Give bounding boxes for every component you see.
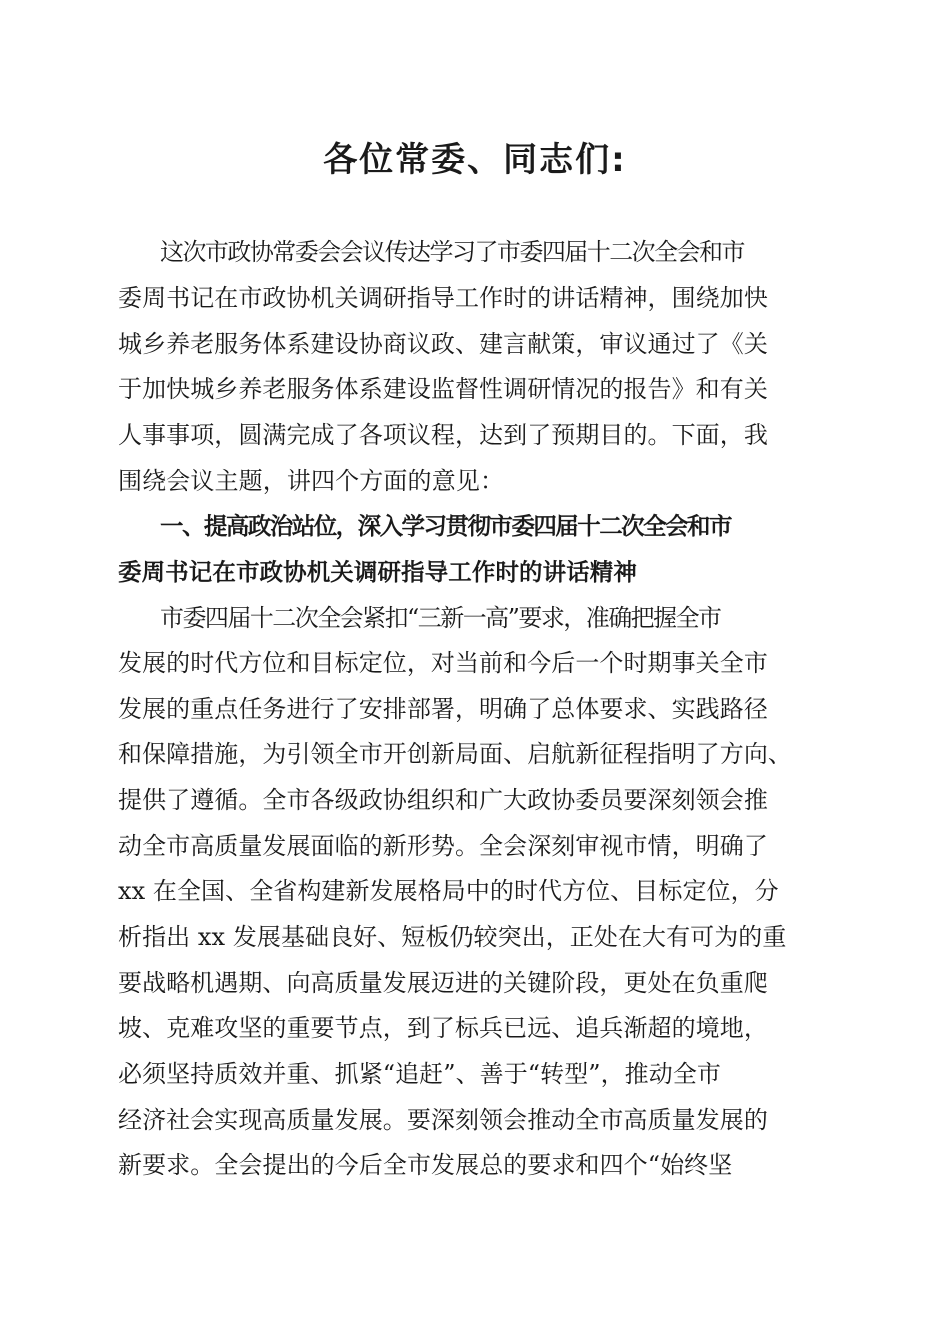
paragraph-line: 这次市政协常委会会议传达学习了市委四届十二次全会和市 bbox=[160, 238, 744, 266]
paragraph-line: 要战略机遇期、向高质量发展迈进的关键阶段，更处在负重爬 bbox=[118, 969, 768, 997]
page-title: 各位常委、同志们: bbox=[323, 140, 627, 180]
paragraph-line: 析指出 xx 发展基础良好、短板仍较突出，正处在大有可为的重 bbox=[118, 923, 787, 951]
paragraph-line: 发展的时代方位和目标定位，对当前和今后一个时期事关全市 bbox=[118, 649, 768, 677]
paragraph-line: 市委四届十二次全会紧扣“三新一高”要求，准确把握全市 bbox=[160, 604, 721, 632]
paragraph-line: 发展的重点任务进行了安排部署，明确了总体要求、实践路径 bbox=[118, 695, 768, 723]
paragraph-line: 人事事项，圆满完成了各项议程，达到了预期目的。下面，我 bbox=[118, 421, 768, 449]
paragraph-line: 围绕会议主题，讲四个方面的意见： bbox=[118, 467, 505, 495]
paragraph-line: 和保障措施，为引领全市开创新局面、启航新征程指明了方向、 bbox=[118, 740, 792, 768]
paragraph-line: 城乡养老服务体系建设协商议政、建言献策，审议通过了《关 bbox=[118, 330, 768, 358]
paragraph-line: 新要求。全会提出的今后全市发展总的要求和四个“始终坚 bbox=[118, 1151, 733, 1179]
paragraph-line: 经济社会实现高质量发展。要深刻领会推动全市高质量发展的 bbox=[118, 1106, 768, 1134]
section-heading: 委周书记在市政协机关调研指导工作时的讲话精神 bbox=[118, 558, 637, 586]
paragraph-line: 于加快城乡养老服务体系建设监督性调研情况的报告》和有关 bbox=[118, 375, 768, 403]
paragraph-line: 必须坚持质效并重、抓紧“追赶”、善于“转型”，推动全市 bbox=[118, 1060, 721, 1088]
paragraph-line: 提供了遵循。全市各级政协组织和广大政协委员要深刻领会推 bbox=[118, 786, 768, 814]
paragraph-line: 委周书记在市政协机关调研指导工作时的讲话精神，围绕加快 bbox=[118, 284, 768, 312]
section-heading: 一、提高政治站位，深入学习贯彻市委四届十二次全会和市 bbox=[160, 512, 731, 540]
paragraph-line: 动全市高质量发展面临的新形势。全会深刻审视市情，明确了 bbox=[118, 832, 768, 860]
paragraph-line: xx 在全国、全省构建新发展格局中的时代方位、目标定位，分 bbox=[118, 877, 779, 905]
paragraph-line: 坡、克难攻坚的重要节点，到了标兵已远、追兵渐超的境地， bbox=[118, 1014, 768, 1042]
